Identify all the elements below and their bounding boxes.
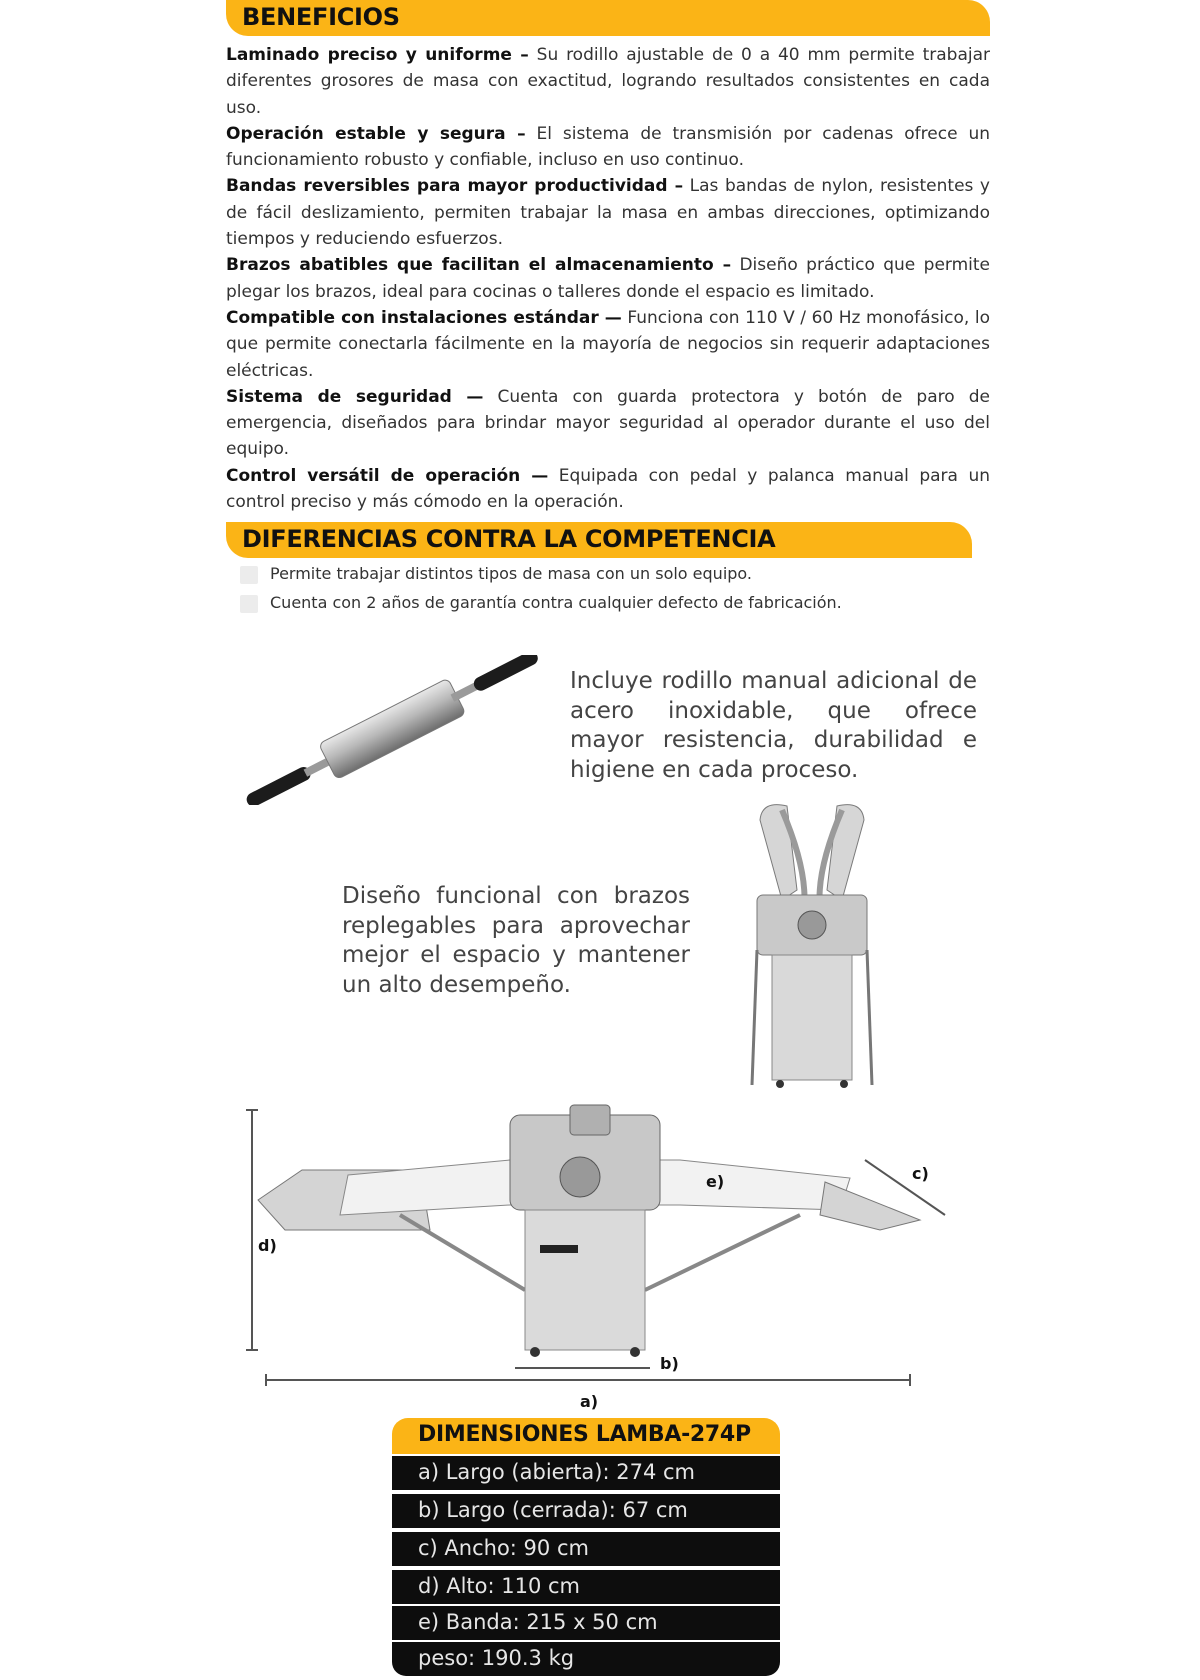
benefits-header (226, 0, 990, 36)
benefit-term: Laminado preciso y uniforme – (226, 45, 529, 65)
benefits-title: BENEFICIOS (242, 3, 400, 31)
dimensions-title: DIMENSIONES LAMBA-274P (418, 1422, 751, 1447)
benefit-item (226, 173, 990, 252)
differences-header (226, 522, 972, 558)
dimension-text: d) Alto: 110 cm (418, 1574, 580, 1598)
dimension-row (392, 1570, 780, 1604)
benefit-term: Operación estable y segura – (226, 123, 526, 144)
benefit-text: Las bandas de nylon, resistentes y de fácil deslizamiento, permiten trabajar la masa en ambas direcciones, optimizando tiempos y reduciendo esfuerzos. (226, 176, 990, 250)
dimension-row (392, 1606, 780, 1640)
benefit-item (226, 305, 990, 384)
benefit-text: Diseño práctico que permite plegar los brazos, ideal para cocinas o talleres donde el espacio es limitado. (226, 255, 990, 302)
dimension-text: c) Ancho: 90 cm (418, 1536, 589, 1560)
difference-text: Cuenta con 2 años de garantía contra cualquier defecto de fabricación. (270, 593, 842, 612)
label-a: a) (580, 1392, 599, 1411)
label-d: d) (258, 1236, 277, 1255)
benefit-term: Control versátil de operación — (226, 465, 549, 486)
benefit-item (226, 463, 990, 516)
dimensions-header (392, 1418, 780, 1454)
dimension-row (392, 1642, 780, 1676)
dimension-row (392, 1532, 780, 1566)
benefit-item (226, 384, 990, 463)
folded-machine-image (742, 800, 882, 1092)
benefit-item (226, 121, 990, 174)
folding-caption: Diseño funcional con brazos replegables para aprovechar mejor el espacio y mantener un alto desempeño. (342, 883, 690, 998)
benefit-text: Su rodillo ajustable de 0 a 40 mm permite trabajar diferentes grosores de masa con exactitud, logrando resultados consistentes en cada uso. (226, 45, 991, 118)
benefit-term: Brazos abatibles que facilitan el almacenamiento – (226, 255, 732, 276)
benefit-text: Equipada con pedal y palanca manual para un control preciso y más cómodo en la operación. (226, 465, 990, 513)
label-b: b) (660, 1354, 679, 1373)
difference-text: Permite trabajar distintos tipos de masa con un solo equipo. (270, 564, 753, 583)
label-c: c) (912, 1164, 929, 1183)
benefit-text: El sistema de transmisión por cadenas ofrece un funcionamiento robusto y confiable, incluso en uso continuo. (226, 123, 990, 171)
benefit-item (226, 42, 990, 121)
benefit-term: Compatible con instalaciones estándar — (226, 307, 622, 328)
dimension-text: a) Largo (abierta): 274 cm (418, 1460, 696, 1484)
dimension-diagram (240, 1100, 960, 1400)
label-e: e) (706, 1172, 725, 1191)
dimension-text: peso: 190.3 kg (418, 1646, 575, 1670)
dimension-text: b) Largo (cerrada): 67 cm (418, 1498, 688, 1522)
benefit-term: Sistema de seguridad — (226, 386, 484, 407)
benefits-list (226, 42, 990, 515)
benefit-item (226, 252, 990, 305)
dimension-row (392, 1494, 780, 1528)
checkbox-icon (240, 566, 258, 584)
benefit-term: Bandas reversibles para mayor productividad – (226, 176, 684, 197)
rolling-pin-image (235, 655, 545, 805)
differences-title: DIFERENCIAS CONTRA LA COMPETENCIA (242, 525, 776, 553)
checkbox-icon (240, 595, 258, 613)
rolling-pin-caption: Incluye rodillo manual adicional de acero inoxidable, que ofrece mayor resistencia, durabilidad e higiene en cada proceso. (570, 668, 977, 783)
benefit-text: Funciona con 110 V / 60 Hz monofásico, lo que permite conectarla fácilmente en la mayoría de negocios sin requerir adaptaciones eléctricas. (226, 307, 990, 381)
dimension-text: e) Banda: 215 x 50 cm (418, 1610, 658, 1634)
dimension-row (392, 1456, 780, 1490)
benefit-text: Cuenta con guarda protectora y botón de paro de emergencia, diseñados para brindar mayor seguridad al operador durante el uso del equipo. (226, 386, 990, 460)
